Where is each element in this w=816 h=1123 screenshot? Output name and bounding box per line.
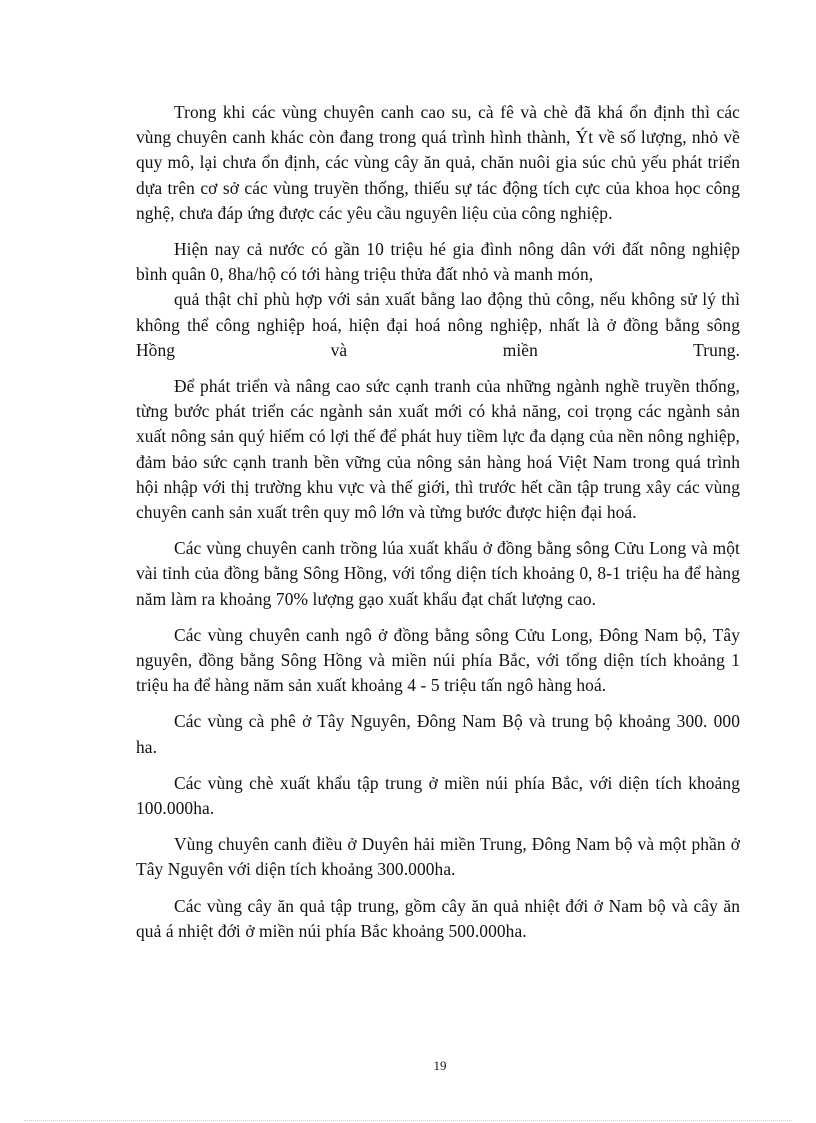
paragraph-coffee-zones: Các vùng cà phê ở Tây Nguyên, Đông Nam Bộ và trung bộ khoảng 300. 000 ha. <box>136 711 740 757</box>
paragraph-fruit-zones: Các vùng cây ăn quả tập trung, gồm cây ăn quả nhiệt đới ở Nam bộ và cây ăn quả á nhiệt đới ở miền núi phía Bắc khoảng 500.000ha. <box>136 895 740 941</box>
body-text <box>136 100 740 955</box>
paragraph-cashew-zones: Vùng chuyên canh điều ở Duyên hải miền Trung, Đông Nam bộ và một phần ở Tây Nguyên với diện tích khoảng 300.000ha. <box>136 834 740 880</box>
paragraph-manual-labor: quả thật chỉ phù hợp với sản xuất bằng lao động thủ công, nếu không sử lý thì không thể công nghiệp hoá, hiện đại hoá nông nghiệp, nhất là ở đồng bằng sông Hồng và miền Trung. <box>136 289 740 360</box>
paragraph-specialized-zones-status: Trong khi các vùng chuyên canh cao su, cà fê và chè đã khá ổn định thì các vùng chuyên canh khác còn đang trong quá trình hình thành, Ýt về số lượng, nhỏ về quy mô, lại chưa ổn định, các vùng cây ăn quả, chăn nuôi gia súc chủ yếu phát triển dựa trên cơ sở các vùng truyền thống, thiếu sự tác động tích cực của khoa học công nghệ, chưa đáp ứng được các yêu cầu nguyên liệu của công nghiệp. <box>136 102 740 223</box>
page-bottom-divider <box>24 1120 792 1121</box>
paragraph-farm-households: Hiện nay cả nước có gần 10 triệu hé gia đình nông dân với đất nông nghiệp bình quân 0, 8ha/hộ có tới hàng triệu thửa đất nhỏ và manh món, <box>136 239 740 285</box>
paragraph-corn-zones: Các vùng chuyên canh ngô ở đồng bằng sông Cửu Long, Đông Nam bộ, Tây nguyên, đồng bằng Sông Hồng và miền núi phía Bắc, với tổng diện tích khoảng 1 triệu ha để hàng năm sản xuất khoảng 4 - 5 triệu tấn ngô hàng hoá. <box>136 624 740 696</box>
page-number: 19 <box>433 1058 447 1073</box>
paragraph-competitiveness: Để phát triển và nâng cao sức cạnh tranh của những ngành nghề truyền thống, từng bước phát triển các ngành sản xuất mới có khả năng, coi trọng các ngành sản xuất nông sản quý hiếm có lợi thế để phát huy tiềm lực đa dạng của nền nông nghiệp, đảm bảo sức cạnh tranh bền vững của nông sản hàng hoá Việt Nam trong quá trình hội nhập với thị trường khu vực và thế giới, thì trước hết cần tập trung xây các vùng chuyên canh sản xuất trên quy mô lớn và từng bước được hiện đại hoá. <box>136 376 740 523</box>
paragraph-tea-zones: Các vùng chè xuất khẩu tập trung ở miền núi phía Bắc, với diện tích khoảng 100.000ha. <box>136 772 740 819</box>
paragraph-rice-zones: Các vùng chuyên canh trồng lúa xuất khẩu ở đồng bằng sông Cửu Long và một vài tỉnh của đồng bằng Sông Hồng, với tổng diện tích khoảng 0, 8-1 triệu ha để hàng năm làm ra khoảng 70% lượng gạo xuất khẩu đạt chất lượng cao. <box>136 538 740 609</box>
